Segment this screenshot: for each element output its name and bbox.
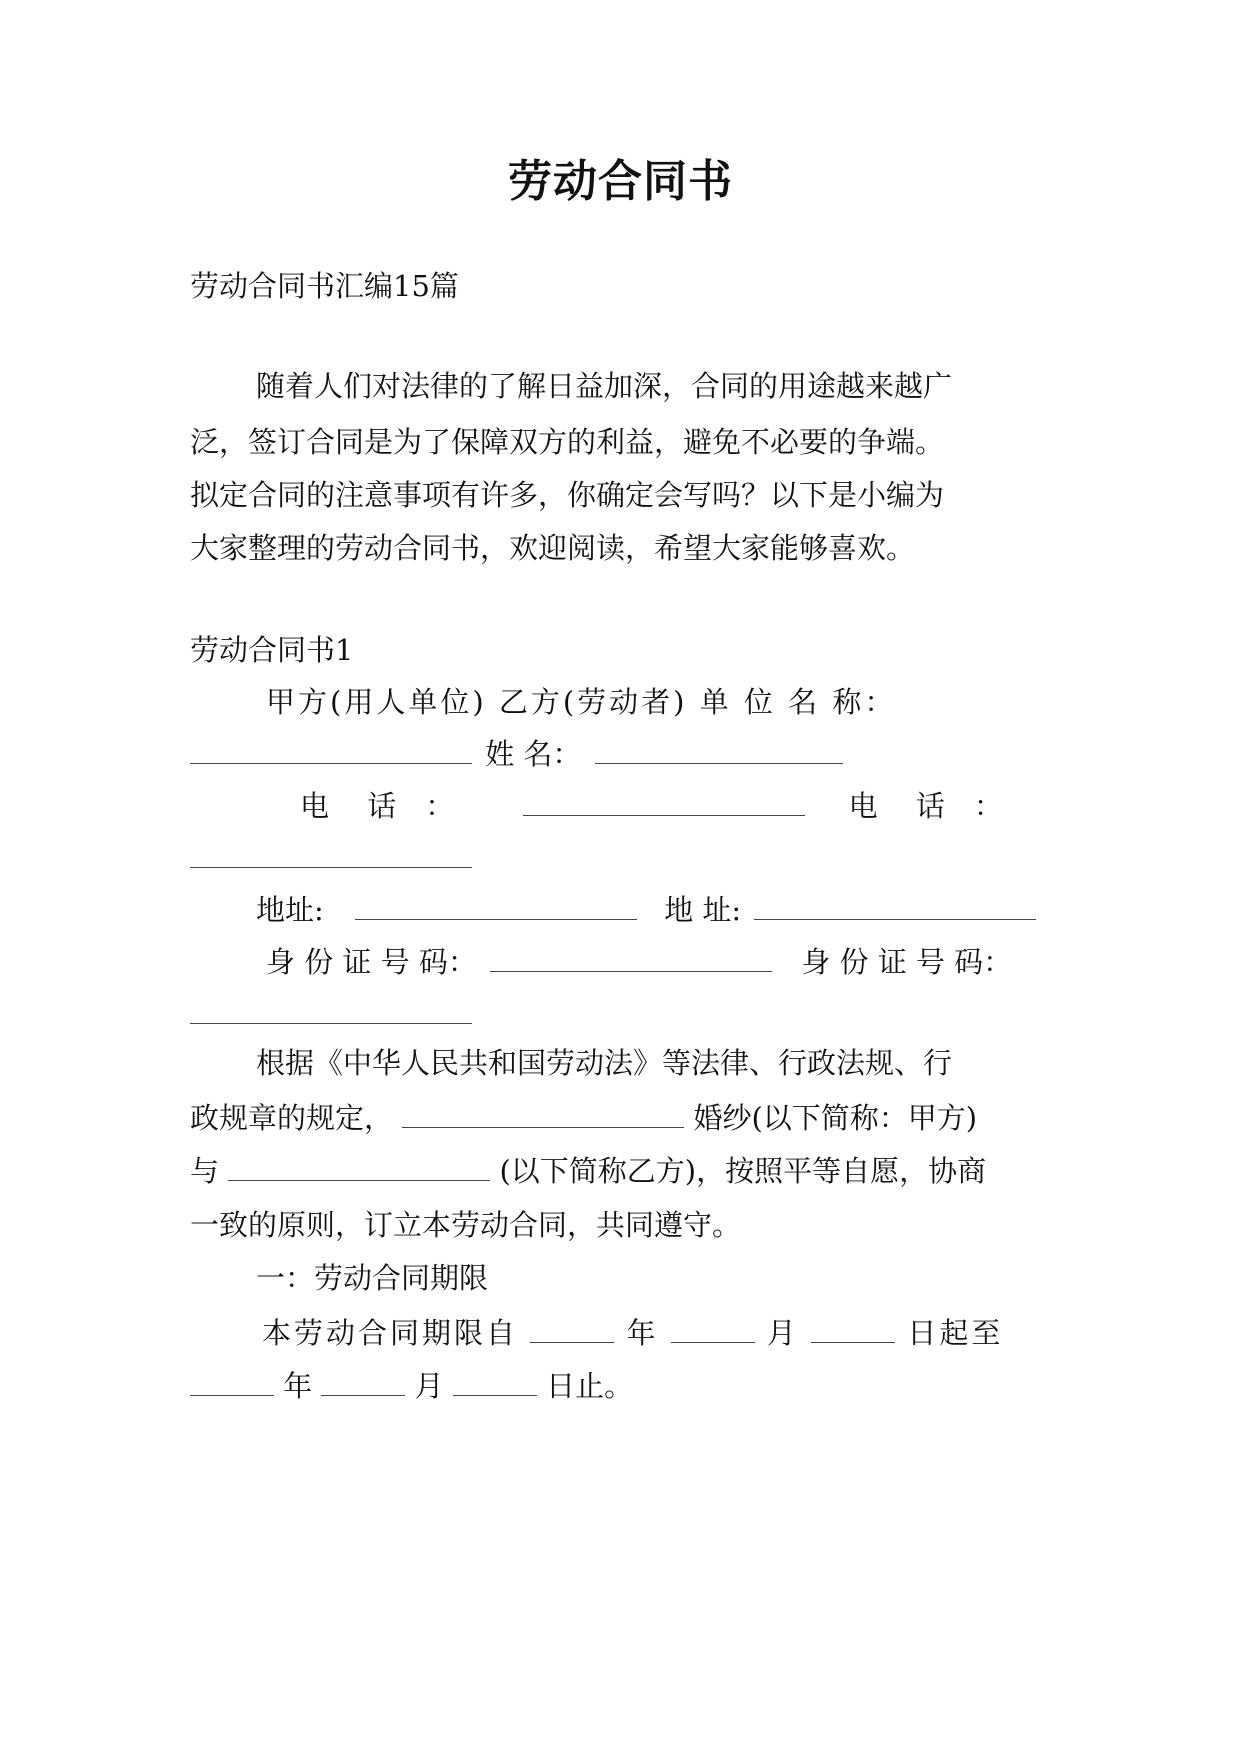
term-line-2 — [190, 1366, 1050, 1406]
end-day-blank — [453, 1369, 537, 1396]
name-blank — [595, 737, 843, 764]
id-blank-employee — [190, 997, 472, 1024]
phone-label-employee: 电 话 ： — [848, 789, 1003, 823]
intro-line-1: 随着人们对法律的了解日益加深，合同的用途越来越广 — [256, 369, 953, 403]
phone-blank-line — [190, 838, 1050, 878]
intro-line-2: 泛，签订合同是为了保障双方的利益，避免不必要的争端。 — [190, 425, 945, 459]
parties-line: 甲方(用人单位) 乙方(劳动者) 单 位 名 称： — [266, 685, 897, 719]
basis-text-b: 婚纱(以下简称：甲方) — [693, 1101, 978, 1135]
section-heading: 劳动合同书1 — [190, 633, 354, 667]
term-start: 本劳动合同期限自 — [262, 1316, 519, 1350]
unit-name-blank — [190, 737, 472, 764]
id-line — [266, 942, 1056, 982]
phone-blank-employer — [523, 789, 805, 816]
term-month-b: 月 — [414, 1369, 444, 1403]
start-day-blank — [811, 1316, 895, 1343]
address-label-employee: 地 址: — [664, 893, 742, 927]
basis-line-4: 一致的原则，订立本劳动合同，共同遵守。 — [190, 1208, 742, 1242]
id-label-employer: 身 份 证 号 码： — [266, 945, 477, 979]
name-label: 姓 名： — [485, 737, 582, 771]
id-blank-line — [190, 994, 1050, 1034]
basis-line-2 — [190, 1098, 1050, 1138]
term-line-1 — [262, 1313, 1052, 1353]
phone-line — [300, 786, 1060, 826]
intro-line-4: 大家整理的劳动合同书，欢迎阅读，希望大家能够喜欢。 — [190, 531, 916, 565]
name-line — [190, 734, 1050, 774]
employer-name-blank — [402, 1101, 684, 1128]
basis-line-1: 根据《中华人民共和国劳动法》等法律、行政法规、行 — [256, 1046, 953, 1080]
term-year-a: 年 — [626, 1316, 659, 1350]
document-subtitle: 劳动合同书汇编15篇 — [190, 269, 459, 303]
term-month-a: 月 — [766, 1316, 799, 1350]
start-month-blank — [671, 1316, 755, 1343]
term-heading: 一：劳动合同期限 — [256, 1261, 489, 1295]
basis-text-c: 与 — [190, 1154, 220, 1188]
phone-blank-employee — [190, 841, 472, 868]
start-year-blank — [530, 1316, 614, 1343]
id-blank-employer — [490, 945, 772, 972]
basis-text-d: (以下简称乙方)，按照平等自愿，协商 — [499, 1154, 987, 1188]
basis-text-a: 政规章的规定， — [190, 1101, 394, 1135]
address-blank-employee — [754, 893, 1036, 920]
intro-line-3: 拟定合同的注意事项有许多，你确定会写吗？以下是小编为 — [190, 478, 945, 512]
end-month-blank — [321, 1369, 405, 1396]
term-day-to: 日止。 — [546, 1369, 634, 1403]
id-label-employee: 身 份 证 号 码： — [801, 945, 1013, 979]
address-label-employer: 地址: — [256, 893, 324, 927]
term-year-b: 年 — [283, 1369, 313, 1403]
basis-line-3 — [190, 1151, 1050, 1191]
address-line — [190, 890, 1116, 930]
employee-name-blank — [228, 1154, 490, 1181]
phone-label-employer: 电 话 ： — [300, 789, 455, 823]
document-title: 劳动合同书 — [508, 156, 733, 207]
address-blank-employer — [355, 893, 637, 920]
end-year-blank — [190, 1369, 274, 1396]
term-day-from: 日起至 — [907, 1316, 1004, 1350]
